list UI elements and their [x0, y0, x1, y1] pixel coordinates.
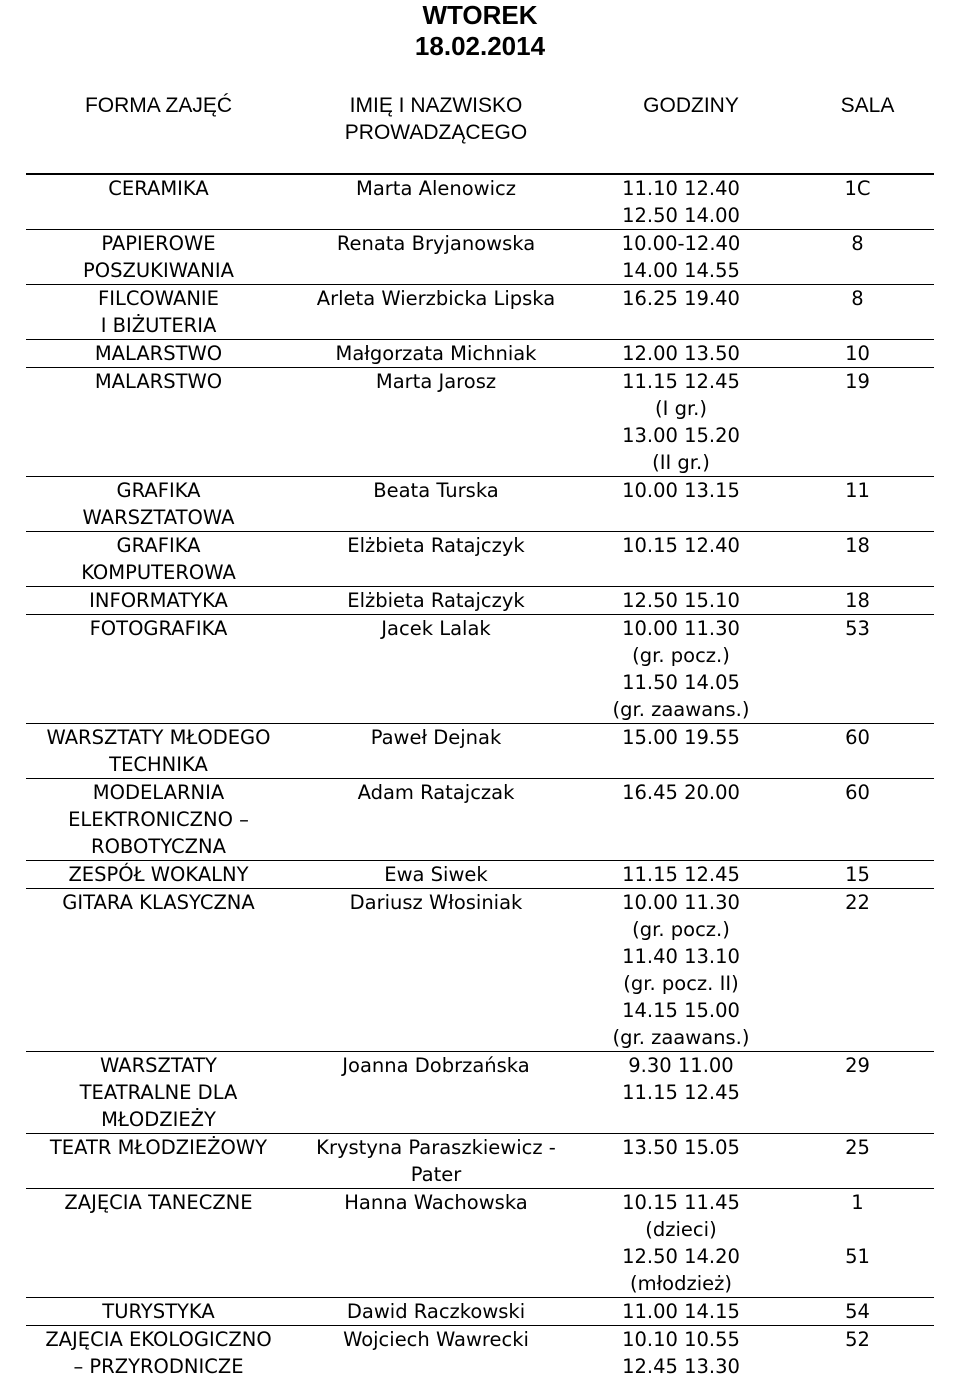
cell-sala — [781, 861, 934, 889]
cell-sala-line: 8 — [851, 232, 864, 255]
cell-sala — [781, 724, 934, 779]
cell-godziny-line: 10.00-12.40 — [621, 232, 741, 255]
cell-godziny — [581, 230, 781, 285]
cell-godziny-line: 9.30 11.00 — [628, 1054, 734, 1077]
cell-sala-line: 22 — [845, 891, 870, 914]
cell-godziny — [581, 1052, 781, 1134]
cell-godziny-line: 11.15 12.45 — [622, 863, 740, 886]
cell-godziny-line: 12.00 13.50 — [622, 342, 740, 365]
page-heading — [0, 0, 960, 62]
cell-prowadzacy — [291, 285, 581, 340]
cell-forma — [26, 615, 291, 724]
cell-forma-line: KOMPUTEROWA — [81, 561, 236, 584]
cell-godziny-line: 13.00 15.20 — [622, 424, 740, 447]
cell-godziny-line: (gr. zaawans.) — [612, 1026, 750, 1049]
cell-prowadzacy-line: Krystyna Paraszkiewicz - — [316, 1136, 556, 1159]
cell-sala — [781, 1189, 934, 1298]
cell-prowadzacy-line: Adam Ratajczak — [357, 781, 515, 804]
cell-godziny-line: (II gr.) — [652, 451, 710, 474]
cell-sala — [781, 285, 934, 340]
cell-sala — [781, 340, 934, 368]
cell-godziny-line: 12.50 14.20 — [622, 1245, 740, 1268]
cell-godziny — [581, 889, 781, 1052]
cell-prowadzacy — [291, 1189, 581, 1298]
cell-godziny-line: 11.50 14.05 — [622, 671, 740, 694]
header-prowadzacy-line2: PROWADZĄCEGO — [344, 121, 528, 144]
table-row — [26, 724, 934, 779]
cell-godziny-line: (dzieci) — [645, 1218, 717, 1241]
cell-forma — [26, 861, 291, 889]
cell-prowadzacy-line: Elżbieta Ratajczyk — [347, 589, 525, 612]
cell-forma-line: I BIŻUTERIA — [100, 314, 217, 337]
cell-prowadzacy — [291, 861, 581, 889]
cell-forma — [26, 1298, 291, 1326]
cell-forma — [26, 230, 291, 285]
cell-sala-line: 1 — [851, 1191, 864, 1214]
cell-godziny-line: (młodzież) — [630, 1272, 732, 1295]
cell-forma-line: TEATR MŁODZIEŻOWY — [49, 1136, 268, 1159]
cell-forma-line: ROBOTYCZNA — [91, 835, 226, 858]
cell-forma-line: MALARSTWO — [94, 342, 223, 365]
cell-sala-line: 19 — [845, 370, 870, 393]
cell-prowadzacy — [291, 368, 581, 477]
cell-godziny-line: 10.15 11.45 — [622, 1191, 740, 1214]
cell-forma-line: CERAMIKA — [108, 177, 209, 200]
cell-forma — [26, 477, 291, 532]
cell-godziny-line: 10.15 12.40 — [622, 534, 740, 557]
cell-godziny — [581, 1134, 781, 1189]
cell-forma — [26, 724, 291, 779]
cell-forma-line: WARSZTATOWA — [82, 506, 235, 529]
cell-forma-line: GRAFIKA — [116, 534, 201, 557]
cell-sala — [781, 230, 934, 285]
cell-forma-line: PAPIEROWE — [101, 232, 216, 255]
header-godziny: GODZINY — [643, 94, 739, 117]
cell-forma-line: ZAJĘCIA EKOLOGICZNO — [45, 1328, 272, 1351]
cell-sala-line: 10 — [845, 342, 870, 365]
cell-prowadzacy-line: Joanna Dobrzańska — [342, 1054, 530, 1077]
cell-prowadzacy — [291, 532, 581, 587]
day-title: WTOREK — [422, 0, 538, 30]
table-row — [26, 340, 934, 368]
cell-prowadzacy — [291, 175, 581, 230]
cell-godziny-line: 12.50 14.00 — [622, 204, 740, 227]
cell-forma — [26, 779, 291, 861]
table-row — [26, 1326, 934, 1381]
cell-forma — [26, 1134, 291, 1189]
cell-forma — [26, 340, 291, 368]
cell-sala-line: 25 — [845, 1136, 870, 1159]
cell-forma-line: MALARSTWO — [94, 370, 223, 393]
cell-godziny — [581, 779, 781, 861]
cell-sala — [781, 889, 934, 1052]
table-row — [26, 285, 934, 340]
cell-sala-line: 51 — [845, 1245, 870, 1268]
cell-godziny-line: (I gr.) — [655, 397, 707, 420]
table-row — [26, 1298, 934, 1326]
cell-godziny-line: 12.50 15.10 — [622, 589, 740, 612]
cell-sala — [781, 1298, 934, 1326]
cell-prowadzacy-line: Marta Jarosz — [375, 370, 497, 393]
cell-sala — [781, 587, 934, 615]
table-row — [26, 532, 934, 587]
table-row — [26, 1189, 934, 1298]
cell-prowadzacy — [291, 340, 581, 368]
cell-forma-line: – PRZYRODNICZE — [73, 1355, 244, 1378]
table-row — [26, 1134, 934, 1189]
cell-forma-line: MODELARNIA — [92, 781, 225, 804]
cell-godziny-line: 11.40 13.10 — [622, 945, 740, 968]
cell-prowadzacy-line: Paweł Dejnak — [370, 726, 502, 749]
cell-sala-line: 11 — [845, 479, 870, 502]
cell-forma-line: ELEKTRONICZNO – — [68, 808, 249, 831]
cell-prowadzacy — [291, 1326, 581, 1381]
cell-forma — [26, 1189, 291, 1298]
table-row — [26, 368, 934, 477]
cell-godziny — [581, 615, 781, 724]
cell-sala — [781, 532, 934, 587]
cell-godziny — [581, 368, 781, 477]
cell-forma-line: POSZUKIWANIA — [83, 259, 234, 282]
cell-godziny-line: (gr. pocz.) — [632, 918, 730, 941]
schedule-table — [26, 175, 934, 1380]
cell-forma-line: ZAJĘCIA TANECZNE — [64, 1191, 253, 1214]
cell-sala-line: 8 — [851, 287, 864, 310]
cell-godziny — [581, 587, 781, 615]
cell-godziny-line: 11.10 12.40 — [622, 177, 740, 200]
cell-godziny-line: (gr. pocz.) — [632, 644, 730, 667]
header-forma: FORMA ZAJĘĆ — [84, 94, 232, 117]
cell-godziny-line: 14.15 15.00 — [622, 999, 740, 1022]
cell-sala-line: 18 — [845, 589, 870, 612]
table-row — [26, 1052, 934, 1134]
cell-sala — [781, 1134, 934, 1189]
cell-forma — [26, 368, 291, 477]
cell-prowadzacy-line: Dariusz Włosiniak — [349, 891, 523, 914]
cell-godziny-line: (gr. pocz. II) — [623, 972, 739, 995]
cell-forma-line: FOTOGRAFIKA — [89, 617, 228, 640]
cell-prowadzacy — [291, 477, 581, 532]
cell-forma-line: ZESPÓŁ WOKALNY — [68, 863, 249, 886]
cell-godziny — [581, 724, 781, 779]
cell-forma — [26, 1052, 291, 1134]
cell-forma-line: GITARA KLASYCZNA — [62, 891, 255, 914]
cell-sala-line: 1C — [844, 177, 871, 200]
cell-sala-line: 52 — [845, 1328, 870, 1351]
cell-forma — [26, 175, 291, 230]
cell-godziny — [581, 1326, 781, 1381]
table-row — [26, 175, 934, 230]
cell-sala — [781, 368, 934, 477]
cell-godziny-line: 13.50 15.05 — [622, 1136, 740, 1159]
table-row — [26, 615, 934, 724]
cell-prowadzacy-line: Jacek Lalak — [381, 617, 491, 640]
cell-prowadzacy — [291, 230, 581, 285]
cell-sala — [781, 477, 934, 532]
cell-forma — [26, 532, 291, 587]
header-prowadzacy — [291, 92, 581, 146]
cell-forma-line: WARSZTATY — [100, 1054, 217, 1077]
cell-forma-line: GRAFIKA — [116, 479, 201, 502]
cell-godziny — [581, 340, 781, 368]
cell-prowadzacy-line: Marta Alenowicz — [356, 177, 516, 200]
cell-forma — [26, 587, 291, 615]
cell-godziny — [581, 175, 781, 230]
table-row — [26, 230, 934, 285]
cell-sala-line — [781, 1216, 934, 1243]
cell-prowadzacy-line: Pater — [410, 1163, 462, 1186]
cell-forma — [26, 1326, 291, 1381]
cell-prowadzacy — [291, 615, 581, 724]
cell-sala-line: 53 — [845, 617, 870, 640]
cell-prowadzacy-line: Wojciech Wawrecki — [343, 1328, 529, 1351]
cell-godziny — [581, 477, 781, 532]
cell-forma-line: TECHNIKA — [109, 753, 208, 776]
cell-godziny-line: 16.45 20.00 — [622, 781, 740, 804]
cell-prowadzacy-line: Małgorzata Michniak — [335, 342, 537, 365]
cell-godziny — [581, 861, 781, 889]
cell-godziny — [581, 532, 781, 587]
table-row — [26, 889, 934, 1052]
cell-prowadzacy-line: Beata Turska — [373, 479, 499, 502]
cell-godziny-line: 15.00 19.55 — [622, 726, 740, 749]
cell-prowadzacy-line: Renata Bryjanowska — [336, 232, 536, 255]
cell-godziny — [581, 1189, 781, 1298]
cell-prowadzacy-line: Dawid Raczkowski — [346, 1300, 526, 1323]
cell-prowadzacy-line: Ewa Siwek — [384, 863, 488, 886]
cell-godziny — [581, 285, 781, 340]
cell-godziny-line: 16.25 19.40 — [622, 287, 740, 310]
cell-sala — [781, 779, 934, 861]
cell-sala — [781, 175, 934, 230]
cell-forma-line: INFORMATYKA — [89, 589, 228, 612]
cell-sala-line: 15 — [845, 863, 870, 886]
cell-prowadzacy-line: Hanna Wachowska — [344, 1191, 528, 1214]
table-row — [26, 477, 934, 532]
cell-prowadzacy — [291, 724, 581, 779]
cell-sala-line: 18 — [845, 534, 870, 557]
cell-godziny — [581, 1298, 781, 1326]
cell-godziny-line: 11.00 14.15 — [622, 1300, 740, 1323]
table-row — [26, 779, 934, 861]
cell-godziny-line: (gr. zaawans.) — [612, 698, 750, 721]
cell-prowadzacy — [291, 1134, 581, 1189]
cell-sala-line: 29 — [845, 1054, 870, 1077]
cell-godziny-line: 12.45 13.30 — [622, 1355, 740, 1378]
cell-forma — [26, 889, 291, 1052]
cell-godziny-line: 11.15 12.45 — [622, 370, 740, 393]
cell-sala-line: 54 — [845, 1300, 870, 1323]
cell-forma-line: FILCOWANIE — [97, 287, 219, 310]
cell-sala — [781, 1052, 934, 1134]
cell-prowadzacy-line: Arleta Wierzbicka Lipska — [316, 287, 556, 310]
cell-sala — [781, 1326, 934, 1381]
cell-godziny-line: 11.15 12.45 — [622, 1081, 740, 1104]
header-sala: SALA — [840, 94, 895, 117]
cell-sala-line: 60 — [845, 726, 870, 749]
table-row — [26, 861, 934, 889]
cell-sala-line: 60 — [845, 781, 870, 804]
date-title: 18.02.2014 — [414, 31, 546, 61]
header-prowadzacy-line1: IMIĘ I NAZWISKO — [349, 94, 523, 117]
cell-godziny-line: 10.00 11.30 — [622, 891, 740, 914]
cell-godziny-line: 10.00 11.30 — [622, 617, 740, 640]
table-row — [26, 587, 934, 615]
cell-prowadzacy — [291, 779, 581, 861]
cell-forma-line: MŁODZIEŻY — [101, 1108, 216, 1131]
cell-godziny-line: 10.10 10.55 — [622, 1328, 740, 1351]
cell-godziny-line: 14.00 14.55 — [622, 259, 740, 282]
cell-forma-line: WARSZTATY MŁODEGO — [46, 726, 271, 749]
cell-prowadzacy — [291, 587, 581, 615]
cell-prowadzacy — [291, 1298, 581, 1326]
cell-forma-line: TEATRALNE DLA — [79, 1081, 238, 1104]
cell-prowadzacy — [291, 1052, 581, 1134]
cell-forma-line: TURYSTYKA — [102, 1300, 215, 1323]
cell-prowadzacy — [291, 889, 581, 1052]
cell-godziny-line: 10.00 13.15 — [622, 479, 740, 502]
cell-forma — [26, 285, 291, 340]
cell-prowadzacy-line: Elżbieta Ratajczyk — [347, 534, 525, 557]
cell-sala — [781, 615, 934, 724]
